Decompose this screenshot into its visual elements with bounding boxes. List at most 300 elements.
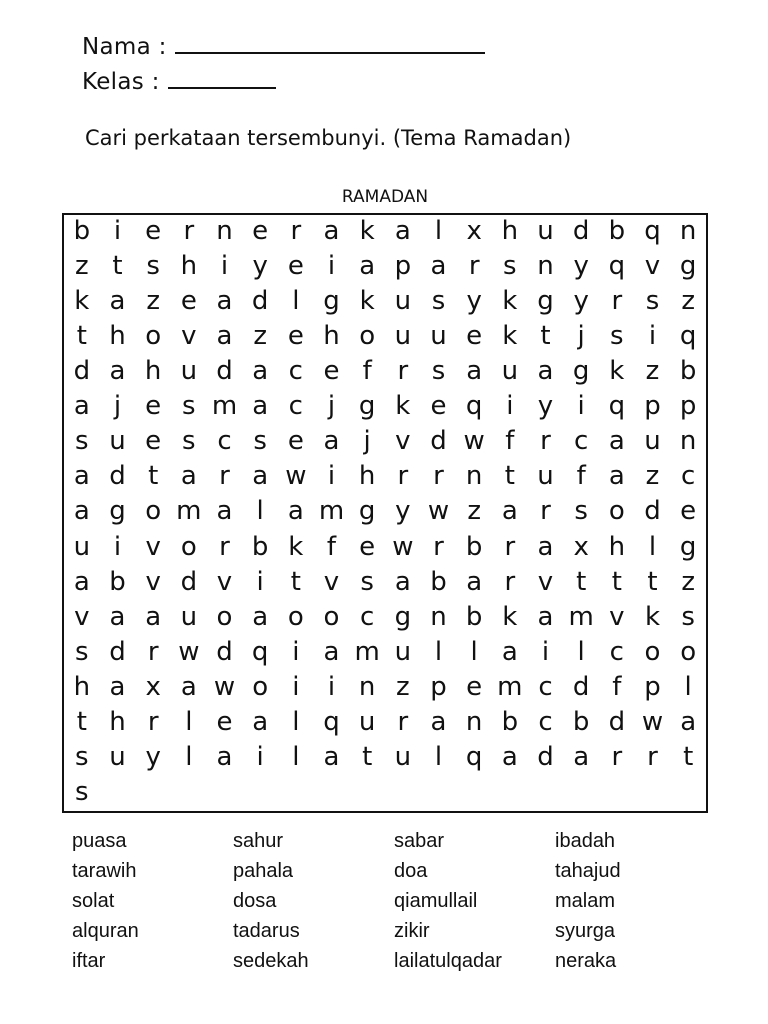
grid-cell[interactable]: t <box>148 461 159 492</box>
grid-cell[interactable]: h <box>144 356 162 387</box>
grid-cell[interactable]: c <box>360 601 375 632</box>
grid-cell[interactable]: y <box>466 286 482 317</box>
grid-cell[interactable]: q <box>608 391 626 422</box>
grid-cell[interactable]: u <box>644 426 661 457</box>
grid-cell[interactable]: l <box>185 741 193 772</box>
grid-cell[interactable]: a <box>394 216 411 247</box>
word-list-item: tarawih <box>72 860 137 882</box>
grid-cell[interactable]: f <box>612 671 622 702</box>
grid-cell[interactable]: w <box>178 636 200 667</box>
grid-cell[interactable]: s <box>431 356 446 387</box>
grid-cell[interactable]: g <box>394 601 412 632</box>
grid-cell[interactable]: h <box>501 216 519 247</box>
grid-cell[interactable]: q <box>323 706 340 737</box>
grid-cell[interactable]: w <box>213 671 236 702</box>
grid-cell[interactable]: i <box>292 636 300 667</box>
grid-cell[interactable]: g <box>323 286 340 317</box>
grid-cell[interactable]: a <box>216 286 233 317</box>
grid-cell[interactable]: s <box>681 601 695 632</box>
grid-cell[interactable]: s <box>431 286 446 317</box>
grid-cell[interactable]: o <box>608 496 625 527</box>
grid-cell[interactable]: c <box>288 391 303 422</box>
grid-cell[interactable]: a <box>252 461 269 492</box>
grid-cell[interactable]: g <box>358 496 376 527</box>
grid-cell[interactable]: u <box>394 321 412 352</box>
grid-cell[interactable]: q <box>251 636 269 667</box>
grid-cell[interactable]: h <box>109 706 126 737</box>
grid-cell[interactable]: a <box>323 426 340 457</box>
grid-cell[interactable]: o <box>180 531 197 562</box>
grid-cell[interactable]: t <box>362 741 373 772</box>
grid-cell[interactable]: a <box>180 671 197 702</box>
grid-cell[interactable]: d <box>109 461 126 492</box>
grid-cell[interactable]: z <box>681 566 695 597</box>
grid-cell[interactable]: m <box>318 496 345 527</box>
grid-cell[interactable]: t <box>647 566 658 597</box>
grid-cell[interactable]: a <box>501 496 518 527</box>
grid-cell[interactable]: n <box>465 461 483 492</box>
grid-cell[interactable]: l <box>434 741 443 772</box>
grid-cell[interactable]: t <box>576 566 587 597</box>
grid-cell[interactable]: i <box>327 251 336 282</box>
grid-cell[interactable]: f <box>362 356 372 387</box>
grid-cell[interactable]: x <box>466 216 482 247</box>
grid-cell[interactable]: i <box>327 671 336 702</box>
grid-cell[interactable]: s <box>146 251 160 282</box>
grid-cell[interactable]: m <box>176 496 202 527</box>
grid-cell[interactable]: u <box>180 601 198 632</box>
grid-cell[interactable]: u <box>501 356 519 387</box>
grid-cell[interactable]: c <box>538 706 553 737</box>
grid-cell[interactable]: d <box>608 706 626 737</box>
grid-cell[interactable]: r <box>397 706 409 737</box>
grid-cell[interactable]: g <box>109 496 126 527</box>
grid-cell[interactable]: a <box>73 391 90 422</box>
grid-cell[interactable]: k <box>609 356 625 387</box>
grid-cell[interactable]: p <box>644 391 661 422</box>
grid-cell[interactable]: b <box>465 531 483 562</box>
grid-cell[interactable]: g <box>679 531 697 562</box>
grid-cell[interactable]: b <box>572 706 590 737</box>
grid-cell[interactable]: k <box>502 286 518 317</box>
grid-cell[interactable]: a <box>216 321 233 352</box>
grid-cell[interactable]: e <box>287 426 304 457</box>
grid-cell[interactable]: e <box>466 321 483 352</box>
grid-cell[interactable]: l <box>292 286 300 317</box>
grid-cell[interactable]: z <box>396 671 410 702</box>
grid-cell[interactable]: b <box>465 601 483 632</box>
grid-cell[interactable]: b <box>251 531 269 562</box>
grid-cell[interactable]: v <box>145 531 161 562</box>
grid-cell[interactable]: r <box>433 461 444 492</box>
word-search-grid <box>62 213 708 813</box>
grid-cell[interactable]: l <box>292 741 300 772</box>
grid-cell[interactable]: s <box>503 251 517 282</box>
word-list-item: doa <box>394 860 428 882</box>
grid-cell[interactable]: u <box>394 286 412 317</box>
grid-cell[interactable]: a <box>252 391 269 422</box>
grid-cell[interactable]: a <box>323 216 340 247</box>
grid-cell[interactable]: r <box>147 706 159 737</box>
grid-cell[interactable]: a <box>501 636 518 667</box>
grid-cell[interactable]: r <box>219 461 230 492</box>
word-list-item: iftar <box>72 950 106 972</box>
grid-cell[interactable]: r <box>468 251 480 282</box>
grid-cell[interactable]: k <box>359 216 375 247</box>
grid-cell[interactable]: j <box>363 426 371 457</box>
grid-cell[interactable]: e <box>145 216 162 247</box>
grid-cell[interactable]: i <box>113 531 122 562</box>
grid-cell[interactable]: n <box>358 671 376 702</box>
grid-cell[interactable]: a <box>323 636 340 667</box>
grid-cell[interactable]: p <box>644 671 661 702</box>
grid-cell[interactable]: a <box>537 356 554 387</box>
grid-cell[interactable]: a <box>73 566 90 597</box>
grid-cell[interactable]: q <box>465 391 483 422</box>
grid-cell[interactable]: b <box>608 216 626 247</box>
grid-cell[interactable]: l <box>648 531 657 562</box>
grid-cell[interactable]: x <box>573 531 589 562</box>
grid-cell[interactable]: s <box>75 636 89 667</box>
grid-cell[interactable]: h <box>180 251 198 282</box>
grid-cell[interactable]: r <box>504 531 516 562</box>
grid-cell[interactable]: f <box>576 461 586 492</box>
grid-cell[interactable]: a <box>501 741 518 772</box>
grid-cell[interactable]: i <box>113 216 122 247</box>
grid-cell[interactable]: e <box>359 531 376 562</box>
grid-cell[interactable]: b <box>73 216 91 247</box>
grid-cell[interactable]: a <box>287 496 304 527</box>
name-blank-line[interactable] <box>175 34 485 54</box>
grid-cell[interactable]: i <box>220 251 229 282</box>
grid-cell[interactable]: z <box>645 356 660 387</box>
grid-cell[interactable]: s <box>75 426 89 457</box>
grid-cell[interactable]: n <box>679 426 697 457</box>
grid-cell[interactable]: h <box>608 531 626 562</box>
grid-cell[interactable]: b <box>109 566 126 597</box>
grid-cell[interactable]: z <box>75 251 89 282</box>
grid-cell[interactable]: o <box>216 601 233 632</box>
grid-cell[interactable]: j <box>577 321 585 352</box>
grid-cell[interactable]: i <box>648 321 657 352</box>
grid-cell[interactable]: o <box>323 601 340 632</box>
grid-cell[interactable]: n <box>430 601 447 632</box>
grid-cell[interactable]: y <box>395 496 411 527</box>
grid-cell[interactable]: a <box>430 251 447 282</box>
grid-cell[interactable]: b <box>430 566 447 597</box>
grid-cell[interactable]: u <box>394 741 412 772</box>
grid-cell[interactable]: s <box>645 286 660 317</box>
grid-cell[interactable]: d <box>216 356 233 387</box>
grid-cell[interactable]: b <box>679 356 697 387</box>
grid-cell[interactable]: y <box>537 391 554 422</box>
grid-cell[interactable]: c <box>574 426 589 457</box>
grid-cell[interactable]: a <box>252 356 269 387</box>
grid-cell[interactable]: r <box>611 741 623 772</box>
grid-cell[interactable]: g <box>358 391 376 422</box>
grid-cell[interactable]: a <box>73 496 90 527</box>
grid-cell[interactable]: m <box>497 671 523 702</box>
grid-cell[interactable]: s <box>360 566 374 597</box>
grid-cell[interactable]: v <box>181 321 197 352</box>
grid-cell[interactable]: t <box>504 461 515 492</box>
grid-cell[interactable]: v <box>395 426 411 457</box>
grid-cell[interactable]: t <box>112 251 123 282</box>
grid-cell[interactable]: a <box>573 741 590 772</box>
grid-cell[interactable]: a <box>394 566 411 597</box>
grid-cell[interactable]: d <box>180 566 198 597</box>
grid-cell[interactable]: a <box>466 566 483 597</box>
grid-cell[interactable]: n <box>216 216 233 247</box>
grid-cell[interactable]: e <box>145 426 162 457</box>
grid-cell[interactable]: p <box>679 391 697 422</box>
grid-cell[interactable]: o <box>145 321 162 352</box>
grid-cell[interactable]: o <box>680 636 697 667</box>
grid-cell[interactable]: m <box>211 391 238 422</box>
grid-cell[interactable]: r <box>290 216 302 247</box>
grid-cell[interactable]: d <box>430 426 447 457</box>
word-list-item: neraka <box>555 950 617 972</box>
grid-cell[interactable]: r <box>433 531 444 562</box>
grid-cell[interactable]: p <box>430 671 447 702</box>
grid-cell[interactable]: s <box>610 321 624 352</box>
grid-cell[interactable]: f <box>505 426 515 457</box>
grid-cell[interactable]: l <box>256 496 264 527</box>
word-list-item: ibadah <box>555 830 616 852</box>
grid-cell[interactable]: d <box>216 636 233 667</box>
grid-cell[interactable]: z <box>146 286 160 317</box>
grid-cell[interactable]: i <box>541 636 550 667</box>
grid-cell[interactable]: r <box>219 531 230 562</box>
grid-cell[interactable]: k <box>502 601 518 632</box>
grid-cell[interactable]: u <box>537 216 554 247</box>
grid-cell[interactable]: c <box>217 426 232 457</box>
grid-cell[interactable]: u <box>109 741 126 772</box>
grid-cell[interactable]: l <box>577 636 585 667</box>
grid-cell[interactable]: k <box>395 391 411 422</box>
class-blank-line[interactable] <box>168 69 276 89</box>
grid-cell[interactable]: d <box>644 496 661 527</box>
grid-cell[interactable]: v <box>145 566 161 597</box>
grid-cell[interactable]: l <box>470 636 478 667</box>
instruction-text: Cari perkataan tersembunyi. (Tema Ramadan) <box>85 126 572 150</box>
grid-cell[interactable]: d <box>572 216 590 247</box>
grid-cell[interactable]: i <box>292 671 300 702</box>
grid-cell[interactable]: r <box>397 461 409 492</box>
grid-cell[interactable]: g <box>679 251 697 282</box>
grid-cell[interactable]: e <box>680 496 697 527</box>
grid-cell[interactable]: z <box>253 321 267 352</box>
grid-cell[interactable]: k <box>644 601 661 632</box>
grid-cell[interactable]: a <box>73 461 90 492</box>
grid-cell[interactable]: v <box>323 566 340 597</box>
grid-cell[interactable]: a <box>145 601 162 632</box>
grid-cell[interactable]: a <box>680 706 697 737</box>
grid-cell[interactable]: h <box>109 321 126 352</box>
grid-cell[interactable]: q <box>679 321 697 352</box>
grid-cell[interactable]: g <box>537 286 554 317</box>
grid-cell[interactable]: l <box>434 636 443 667</box>
grid-cell[interactable]: r <box>540 426 551 457</box>
grid-cell[interactable]: y <box>252 251 268 282</box>
grid-cell[interactable]: l <box>185 706 193 737</box>
grid-cell[interactable]: t <box>76 706 87 737</box>
grid-cell[interactable]: a <box>537 531 554 562</box>
grid-cell[interactable]: s <box>253 426 267 457</box>
grid-cell[interactable]: d <box>251 286 269 317</box>
grid-cell[interactable]: c <box>538 671 553 702</box>
grid-cell[interactable]: w <box>463 426 485 457</box>
grid-cell[interactable]: b <box>501 706 519 737</box>
grid-cell[interactable]: i <box>327 461 336 492</box>
grid-cell[interactable]: s <box>574 496 588 527</box>
grid-cell[interactable]: c <box>609 636 624 667</box>
grid-cell[interactable]: n <box>465 706 483 737</box>
grid-cell[interactable]: u <box>73 531 91 562</box>
grid-cell[interactable]: z <box>645 461 660 492</box>
grid-cell[interactable]: o <box>359 321 376 352</box>
grid-cell[interactable]: s <box>182 391 196 422</box>
grid-cell[interactable]: e <box>287 321 304 352</box>
grid-cell[interactable]: r <box>183 216 195 247</box>
grid-cell[interactable]: n <box>537 251 554 282</box>
grid-cell[interactable]: v <box>537 566 554 597</box>
grid-cell[interactable]: k <box>359 286 375 317</box>
grid-cell[interactable]: a <box>608 426 625 457</box>
grid-cell[interactable]: k <box>74 286 90 317</box>
grid-cell[interactable]: o <box>644 636 661 667</box>
grid-cell[interactable]: u <box>109 426 126 457</box>
grid-cell[interactable]: e <box>180 286 197 317</box>
grid-cell[interactable]: u <box>394 636 412 667</box>
grid-cell[interactable]: k <box>288 531 304 562</box>
grid-cell[interactable]: h <box>73 671 91 702</box>
grid-cell[interactable]: r <box>540 496 551 527</box>
class-field <box>82 69 276 95</box>
grid-cell[interactable]: p <box>394 251 412 282</box>
grid-cell[interactable]: v <box>644 251 661 282</box>
grid-cell[interactable]: a <box>430 706 447 737</box>
grid-cell[interactable]: k <box>502 321 518 352</box>
grid-cell[interactable]: u <box>537 461 554 492</box>
grid-cell[interactable]: o <box>252 671 269 702</box>
grid-cell[interactable]: n <box>679 216 697 247</box>
grid-cell[interactable]: r <box>504 566 516 597</box>
grid-cell[interactable]: x <box>145 671 161 702</box>
grid-cell[interactable]: e <box>430 391 447 422</box>
grid-cell[interactable]: u <box>358 706 376 737</box>
grid-cell[interactable]: q <box>465 741 483 772</box>
grid-cell[interactable]: s <box>182 426 196 457</box>
grid-cell[interactable]: a <box>323 741 340 772</box>
grid-cell[interactable]: a <box>466 356 483 387</box>
grid-cell[interactable]: h <box>323 321 340 352</box>
grid-cell[interactable]: m <box>354 636 380 667</box>
grid-cell[interactable]: y <box>145 741 161 772</box>
grid-cell[interactable]: t <box>76 321 87 352</box>
grid-cell[interactable]: f <box>326 531 337 562</box>
grid-cell[interactable]: q <box>644 216 661 247</box>
grid-cell[interactable]: o <box>145 496 162 527</box>
grid-cell[interactable]: v <box>74 601 90 632</box>
grid-cell[interactable]: u <box>180 356 198 387</box>
grid-cell[interactable]: v <box>216 566 233 597</box>
grid-cell[interactable]: a <box>252 706 269 737</box>
grid-cell[interactable]: t <box>290 566 301 597</box>
grid-cell[interactable]: w <box>641 706 664 737</box>
grid-cell[interactable]: a <box>109 671 126 702</box>
grid-cell[interactable]: w <box>427 496 450 527</box>
grid-cell[interactable]: o <box>287 601 304 632</box>
grid-cell[interactable]: s <box>75 741 89 772</box>
grid-cell[interactable]: a <box>109 601 126 632</box>
grid-cell[interactable]: r <box>397 356 409 387</box>
grid-cell[interactable]: l <box>292 706 300 737</box>
grid-cell[interactable]: z <box>467 496 481 527</box>
grid-cell[interactable]: e <box>466 671 483 702</box>
grid-cell[interactable]: e <box>252 216 269 247</box>
grid-cell[interactable]: h <box>358 461 376 492</box>
grid-cell[interactable]: a <box>608 461 625 492</box>
grid-cell[interactable]: r <box>611 286 623 317</box>
grid-cell[interactable]: d <box>537 741 554 772</box>
grid-cell[interactable]: m <box>568 601 594 632</box>
grid-cell[interactable]: w <box>392 531 414 562</box>
grid-cell[interactable]: a <box>109 356 126 387</box>
grid-cell[interactable]: g <box>572 356 590 387</box>
grid-cell[interactable]: t <box>611 566 622 597</box>
grid-cell[interactable]: l <box>434 216 443 247</box>
grid-cell[interactable]: a <box>216 496 233 527</box>
grid-cell[interactable]: a <box>359 251 376 282</box>
grid-cell[interactable]: r <box>147 636 159 667</box>
grid-cell[interactable]: j <box>327 391 336 422</box>
grid-cell[interactable]: y <box>573 251 589 282</box>
grid-cell[interactable]: j <box>113 391 122 422</box>
grid-cell[interactable]: t <box>683 741 694 772</box>
grid-cell[interactable]: i <box>577 391 585 422</box>
grid-cell[interactable]: a <box>216 741 233 772</box>
grid-cell[interactable]: u <box>430 321 447 352</box>
grid-cell[interactable]: v <box>609 601 625 632</box>
grid-cell[interactable]: d <box>73 356 91 387</box>
grid-cell[interactable]: a <box>252 601 269 632</box>
grid-cell[interactable]: c <box>288 356 303 387</box>
name-field <box>82 34 485 60</box>
grid-cell[interactable]: a <box>537 601 554 632</box>
grid-cell[interactable]: s <box>75 776 89 807</box>
grid-cell[interactable]: e <box>287 251 304 282</box>
grid-cell[interactable]: d <box>109 636 126 667</box>
grid-cell[interactable]: c <box>681 461 696 492</box>
grid-cell[interactable]: r <box>647 741 658 772</box>
grid-cell[interactable]: q <box>608 251 626 282</box>
grid-cell[interactable]: i <box>256 741 264 772</box>
grid-cell[interactable]: i <box>256 566 264 597</box>
grid-cell[interactable]: e <box>145 391 162 422</box>
grid-cell[interactable]: z <box>681 286 695 317</box>
grid-cell[interactable]: d <box>572 671 590 702</box>
grid-cell[interactable]: a <box>180 461 197 492</box>
grid-cell[interactable]: l <box>684 671 692 702</box>
grid-cell[interactable]: e <box>216 706 233 737</box>
grid-cell[interactable]: y <box>573 286 589 317</box>
grid-cell[interactable]: t <box>540 321 551 352</box>
grid-cell[interactable]: i <box>506 391 514 422</box>
grid-cell[interactable]: e <box>323 356 340 387</box>
grid-cell[interactable]: a <box>109 286 126 317</box>
grid-cell[interactable]: w <box>285 461 307 492</box>
